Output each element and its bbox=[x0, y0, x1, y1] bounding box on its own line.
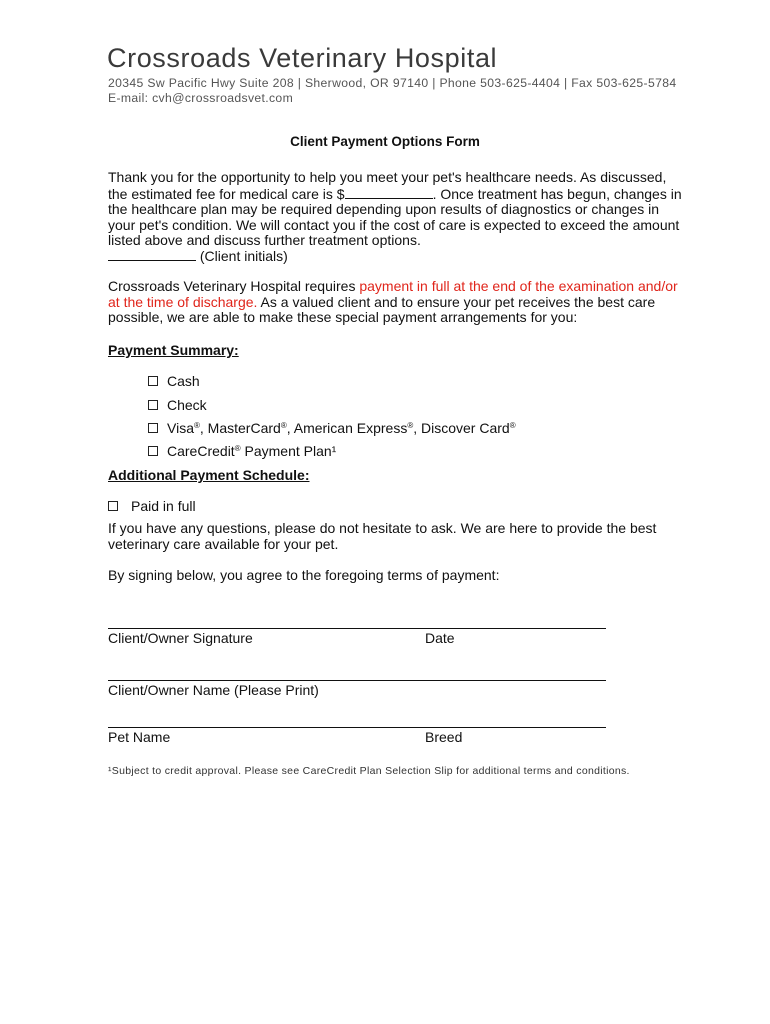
intro-line-2-start: the estimated fee for medical care is $ bbox=[108, 185, 345, 202]
policy-line-3: possible, we are able to make these special payment arrangements for you: bbox=[108, 309, 578, 326]
carecredit-checkbox[interactable] bbox=[148, 446, 158, 456]
cash-label: Cash bbox=[167, 373, 200, 389]
amex-label: , American Express bbox=[286, 420, 408, 436]
date-label: Date bbox=[425, 630, 455, 646]
registered-mark: ® bbox=[193, 421, 200, 430]
client-initials-field[interactable] bbox=[108, 249, 196, 261]
registered-mark: ® bbox=[234, 444, 241, 453]
carecredit-name: CareCredit bbox=[167, 443, 235, 459]
additional-schedule-heading: Additional Payment Schedule: bbox=[108, 467, 310, 483]
payment-summary-heading: Payment Summary: bbox=[108, 342, 239, 358]
option-carecredit[interactable] bbox=[148, 443, 336, 459]
check-checkbox[interactable] bbox=[148, 400, 158, 410]
agree-text: By signing below, you agree to the foregoing terms of payment: bbox=[108, 567, 500, 583]
questions-paragraph bbox=[108, 521, 668, 552]
address-line: 20345 Sw Pacific Hwy Suite 208 | Sherwood, OR 97140 | Phone 503-625-4404 | Fax 503-625-5784 bbox=[108, 76, 677, 90]
carecredit-label bbox=[167, 443, 336, 459]
policy-line-2-red: at the time of discharge. bbox=[108, 293, 258, 310]
hospital-contact bbox=[108, 76, 676, 106]
option-check[interactable] bbox=[148, 397, 207, 413]
option-paid-in-full[interactable] bbox=[108, 498, 196, 514]
intro-line-3: the healthcare plan may be required depending upon results of diagnostics or changes in bbox=[108, 201, 660, 218]
visa-label: Visa bbox=[167, 420, 194, 436]
client-name-line[interactable] bbox=[108, 680, 606, 681]
registered-mark: ® bbox=[407, 421, 414, 430]
initials-line bbox=[108, 249, 668, 265]
paid-in-full-label: Paid in full bbox=[131, 498, 196, 514]
mastercard-label: , MasterCard bbox=[199, 420, 281, 436]
registered-mark: ® bbox=[509, 421, 516, 430]
email-line: E-mail: cvh@crossroadsvet.com bbox=[108, 91, 294, 105]
policy-line-1-normal: Crossroads Veterinary Hospital requires bbox=[108, 278, 360, 294]
registered-mark: ® bbox=[280, 421, 287, 430]
intro-line-2-end: . Once treatment has begun, changes in bbox=[432, 185, 682, 202]
policy-line-2-normal: As a valued client and to ensure your pet receives the best care bbox=[257, 293, 656, 310]
policy-line-1 bbox=[108, 278, 678, 295]
client-signature-label: Client/Owner Signature bbox=[108, 630, 253, 646]
intro-paragraph bbox=[108, 169, 682, 265]
pet-breed-line[interactable] bbox=[108, 727, 606, 728]
form-title: Client Payment Options Form bbox=[290, 134, 480, 149]
estimated-fee-field[interactable] bbox=[345, 186, 433, 199]
credit-footnote: ¹Subject to credit approval. Please see CareCredit Plan Selection Slip for additional terms and conditions. bbox=[108, 765, 630, 777]
cash-checkbox[interactable] bbox=[148, 376, 158, 386]
client-name-label: Client/Owner Name (Please Print) bbox=[108, 682, 319, 698]
intro-line-2 bbox=[108, 185, 682, 203]
policy-paragraph bbox=[108, 278, 678, 326]
option-credit-cards[interactable] bbox=[148, 420, 516, 436]
paid-in-full-checkbox[interactable] bbox=[108, 501, 118, 511]
initials-label: (Client initials) bbox=[196, 247, 288, 264]
intro-line-4: your pet's condition. We will contact you if the cost of care is expected to exceed the amount bbox=[108, 216, 680, 233]
check-label: Check bbox=[167, 397, 207, 413]
breed-label: Breed bbox=[425, 729, 463, 745]
credit-cards-label bbox=[167, 420, 516, 436]
intro-line-5: listed above and discuss further treatment options. bbox=[108, 232, 421, 249]
questions-line-2: veterinary care available for your pet. bbox=[108, 535, 339, 552]
signature-line[interactable] bbox=[108, 628, 606, 629]
hospital-title: Crossroads Veterinary Hospital bbox=[107, 43, 498, 73]
carecredit-plan: Payment Plan¹ bbox=[240, 443, 337, 459]
policy-line-1-red: payment in full at the end of the examination and/or bbox=[359, 278, 678, 294]
option-cash[interactable] bbox=[148, 373, 200, 389]
credit-cards-checkbox[interactable] bbox=[148, 423, 158, 433]
discover-label: , Discover Card bbox=[413, 420, 510, 436]
questions-line-1: If you have any questions, please do not hesitate to ask. We are here to provide the best bbox=[108, 520, 657, 536]
pet-name-label: Pet Name bbox=[108, 729, 171, 745]
intro-line-1: Thank you for the opportunity to help you meet your pet's healthcare needs. As discussed, bbox=[108, 169, 667, 185]
policy-line-2 bbox=[108, 295, 668, 311]
